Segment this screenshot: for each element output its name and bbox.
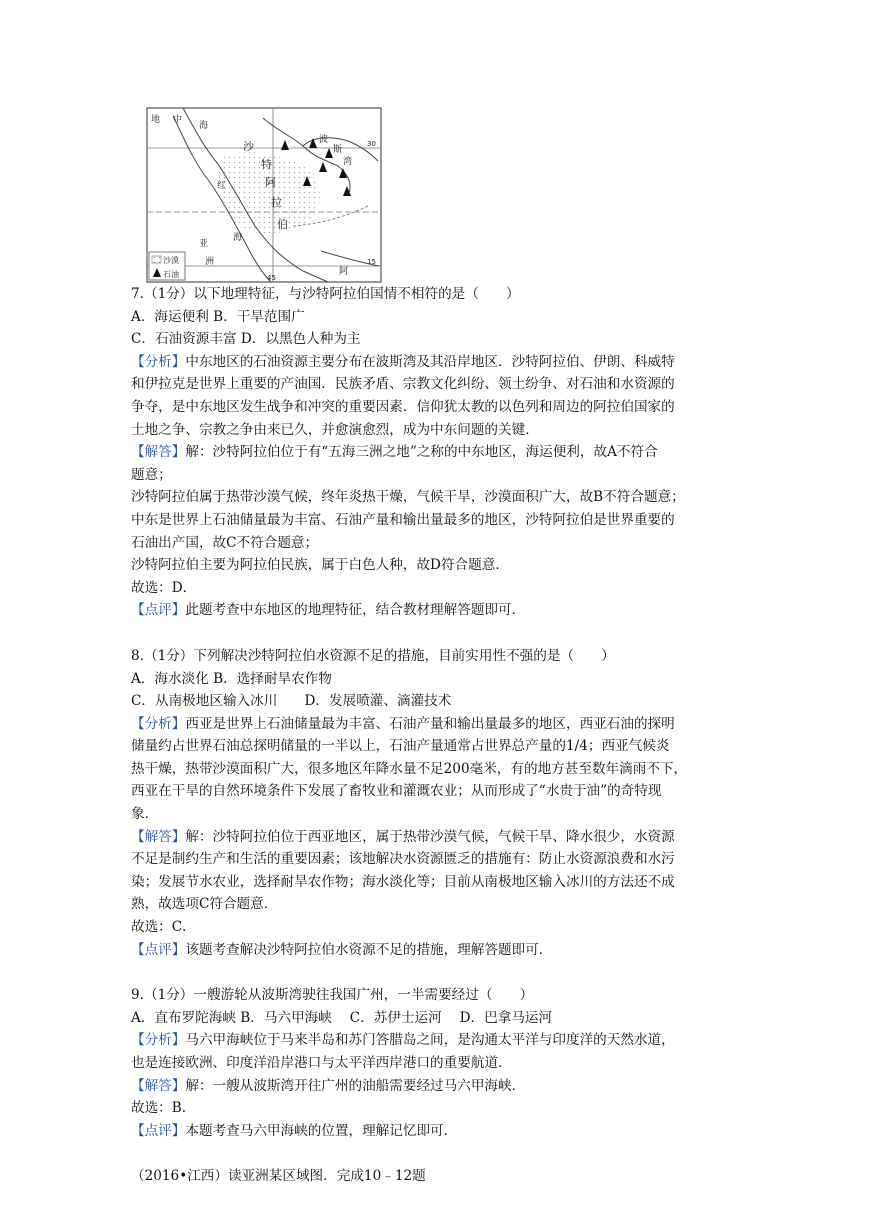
q8-answer-text: 解：沙特阿拉伯位于西亚地区，属于热带沙漠气候，气候干旱、降水很少，水资源 — [185, 828, 675, 845]
map-label-ya: 亚 — [199, 239, 209, 249]
q7-answer-text: 故选：D． — [131, 579, 197, 596]
map-label-wan: 湾 — [343, 157, 353, 167]
q7-answer-text: 沙特阿拉伯属于热带沙漠气候，终年炎热干燥，气候干旱，沙漠面积广大，故B不符合题意； — [131, 489, 685, 506]
map-label-lat30: 30 — [367, 140, 376, 148]
q9-answer-text: 故选：B． — [131, 1100, 196, 1117]
map-label-hai-top: 海 — [199, 121, 209, 131]
q9-answer-line — [131, 1075, 751, 1098]
q8-options-cd: C．从南极地区输入冰川 D．发展喷灌、滴灌技术 — [131, 693, 452, 710]
q7-analysis-text: 土地之争、宗教之争由来已久，并愈演愈烈，成为中东问题的关键． — [131, 421, 539, 438]
q7-answer-text: 中东是世界上石油储量最为丰富、石油产量和输出量最多的地区，沙特阿拉伯是世界重要的 — [131, 511, 675, 528]
q8-analysis-line — [131, 713, 751, 736]
map-label-hai-mid: 海 — [233, 233, 243, 243]
saudi-arabia-map — [143, 106, 385, 286]
q8-answer-text: 熟，故选项C符合题意． — [131, 896, 278, 913]
q8-analysis-text: 西亚是世界上石油储量最为丰富、石油产量和输出量最多的地区，西亚石油的探明 — [185, 715, 675, 732]
map-label-te: 特 — [261, 158, 272, 171]
map-label-zhou: 洲 — [205, 257, 215, 267]
q8-analysis-text: 储量约占世界石油总探明储量的一半以上，石油产量通常占世界总产量的1/4；西亚气候炎 — [131, 738, 670, 755]
legend-oil-label: 石油 — [163, 270, 179, 279]
q7-comment-line — [131, 599, 751, 622]
q9-analysis-line — [131, 1029, 751, 1052]
q9-analysis-text: 马六甲海峡位于马来半岛和苏门答腊岛之间，是沟通太平洋与印度洋的天然水道， — [185, 1032, 675, 1049]
map-label-ya2: 阿 — [339, 267, 349, 277]
q7-analysis-text: 争夺，是中东地区发生战争和冲突的重要因素．信仰犹太教的以色列和周边的阿拉伯国家的 — [131, 398, 675, 415]
q9-comment-text: 本题考查马六甲海峡的位置，理解记忆即可． — [185, 1122, 458, 1139]
q9-answer-text: 解：一艘从波斯湾开往广州的油船需要经过马六甲海峡． — [185, 1077, 526, 1094]
q9-comment-line — [131, 1120, 751, 1143]
map-label-di: 地 — [151, 115, 161, 125]
q9-answer-tag: 【解答】 — [131, 1077, 186, 1094]
q8-answer-text: 不足是制约生产和生活的重要因素；该地解决水资源匮乏的措施有：防止水资源浪费和水污 — [131, 851, 675, 868]
q7-options-ab: A．海运便利 B．干旱范围广 — [131, 308, 305, 325]
map-label-la: 拉 — [271, 196, 282, 209]
q7-answer-text: 题意； — [131, 466, 172, 483]
q7-answer-text: 解：沙特阿拉伯位于有“五海三洲之地”之称的中东地区，海运便利，故A不符合 — [185, 444, 658, 461]
question-content — [131, 283, 751, 1188]
q8-analysis-text: 西亚在干旱的自然环境条件下发展了畜牧业和灌溉农业；从而形成了“水贵于油”的奇特现 — [131, 783, 662, 800]
map-label-hong: 红 — [217, 181, 227, 191]
map-label-sha: 沙 — [243, 140, 254, 153]
q7-answer-text: 沙特阿拉伯主要为阿拉伯民族，属于白色人种，故D符合题意． — [131, 557, 509, 574]
q9-analysis-text: 也是连接欧洲、印度洋沿岸港口与太平洋西岸港口的重要航道． — [131, 1055, 512, 1071]
q8-comment-line — [131, 939, 751, 962]
q7-analysis-text: 中东地区的石油资源主要分布在波斯湾及其沿岸地区．沙特阿拉伯、伊朗、科威特 — [185, 353, 675, 370]
q8-analysis-text: 象． — [131, 806, 159, 823]
q7-comment-tag: 【点评】 — [131, 602, 186, 619]
q7-answer-line — [131, 441, 751, 464]
map-label-lon45: 45 — [267, 274, 276, 282]
q9-comment-tag: 【点评】 — [131, 1122, 186, 1139]
q8-answer-text: 染；发展节水农业，选择耐旱农作物；海水淡化等；目前从南极地区输入冰川的方法还不成 — [131, 873, 675, 890]
q7-analysis-text: 和伊拉克是世界上重要的产油国．民族矛盾、宗教文化纠纷、领土纷争、对石油和水资源的 — [131, 376, 675, 393]
map-label-bo-gulf: 波 — [319, 135, 329, 145]
q8-comment-tag: 【点评】 — [131, 941, 186, 958]
map-label-bo: 伯 — [277, 218, 288, 231]
q7-answer-text: 石油出产国，故C不符合题意； — [131, 534, 319, 551]
q8-analysis-tag: 【分析】 — [131, 715, 186, 732]
q8-answer-line — [131, 826, 751, 849]
legend-desert-label: 沙漠 — [163, 256, 179, 265]
q7-stem: 7.（1分）以下地理特征，与沙特阿拉伯国情不相符的是（ ） — [131, 286, 520, 302]
q8-analysis-text: 热干燥，热带沙漠面积广大，很多地区年降水量不足200毫米，有的地方甚至数年滴雨不下， — [131, 760, 688, 777]
q7-analysis-tag: 【分析】 — [131, 353, 186, 370]
q7-comment-text: 此题考查中东地区的地理特征，结合教材理解答题即可． — [185, 602, 526, 619]
q7-analysis-line — [131, 351, 751, 374]
section-intro: （2016•江西）读亚洲某区域图．完成10﹣12题 — [131, 1168, 426, 1185]
q7-options-cd: C．石油资源丰富 D．以黑色人种为主 — [131, 331, 361, 348]
q7-answer-tag: 【解答】 — [131, 444, 186, 461]
map-label-a: 阿 — [265, 176, 276, 189]
q8-options-ab: A．海水淡化 B．选择耐旱农作物 — [131, 670, 332, 687]
q9-analysis-tag: 【分析】 — [131, 1032, 186, 1049]
map-label-lat15: 15 — [367, 258, 376, 266]
q8-comment-text: 该题考查解决沙特阿拉伯水资源不足的措施，理解答题即可． — [185, 941, 553, 958]
map-label-si: 斯 — [333, 145, 343, 155]
q8-stem: 8.（1分）下列解决沙特阿拉伯水资源不足的措施，目前实用性不强的是（ ） — [131, 647, 615, 664]
q9-stem: 9.（1分）一艘游轮从波斯湾驶往我国广州，一半需要经过（ ） — [131, 987, 534, 1004]
q8-answer-tag: 【解答】 — [131, 828, 186, 845]
q9-options: A．直布罗陀海峡 B．马六甲海峡 C．苏伊士运河 D．巴拿马运河 — [131, 1009, 553, 1026]
map-label-zhong: 中 — [173, 115, 183, 125]
q8-answer-text: 故选：C． — [131, 919, 196, 936]
